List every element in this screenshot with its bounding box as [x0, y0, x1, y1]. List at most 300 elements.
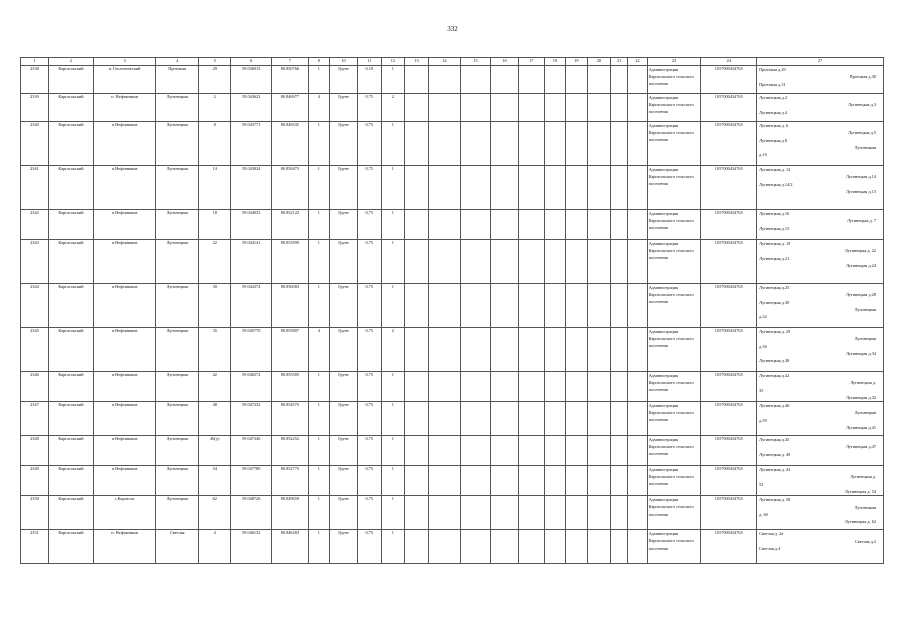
- cell-c12: 2: [381, 328, 405, 372]
- cell-lat: 59.043623: [231, 94, 272, 122]
- cell-empty: [544, 284, 565, 328]
- cell-empty: [428, 122, 460, 166]
- cell-served-addresses: [757, 240, 884, 284]
- column-number-cell: 6: [231, 58, 272, 66]
- cell-empty: [405, 66, 429, 94]
- cell-empty: [460, 402, 490, 436]
- address-line: Лугинецкая: [854, 410, 876, 416]
- cell-street: Лугинецкая: [156, 284, 199, 328]
- cell-c12: 1: [381, 240, 405, 284]
- cell-ogrn: 1057000434765: [701, 402, 757, 436]
- cell-empty: [611, 496, 628, 530]
- cell-ogrn: 1057000434765: [701, 436, 757, 466]
- cell-served-addresses: [757, 328, 884, 372]
- cell-locality: п.Нефтяников: [93, 372, 155, 402]
- cell-count: 1: [308, 210, 329, 240]
- column-number-cell: 23: [647, 58, 701, 66]
- cell-count: 1: [308, 402, 329, 436]
- cell-lat: 59.048726: [231, 496, 272, 530]
- column-number-cell: 4: [156, 58, 199, 66]
- cell-c12: 1: [381, 166, 405, 210]
- cell-empty: [628, 66, 647, 94]
- cell-area: 0,75: [357, 166, 381, 210]
- cell-empty: [628, 328, 647, 372]
- cell-lat: 59.044141: [231, 240, 272, 284]
- column-number-cell: 5: [199, 58, 231, 66]
- cell-empty: [460, 530, 490, 564]
- cell-area: 0.75: [357, 328, 381, 372]
- cell-empty: [611, 284, 628, 328]
- cell-empty: [566, 436, 587, 466]
- cell-locality: п.Нефтяников: [93, 240, 155, 284]
- cell-area: 0.75: [357, 94, 381, 122]
- cell-empty: [428, 530, 460, 564]
- cell-n: 2344: [21, 284, 49, 328]
- cell-lat: 59.047780: [231, 466, 272, 496]
- column-number-cell: 17: [518, 58, 544, 66]
- cell-locality: п. Геологический: [93, 66, 155, 94]
- cell-n: 2350: [21, 496, 49, 530]
- column-number-cell: 8: [308, 58, 329, 66]
- cell-count: 1: [308, 240, 329, 284]
- cell-empty: [587, 210, 611, 240]
- cell-empty: [405, 372, 429, 402]
- cell-surface: Грунт: [330, 372, 358, 402]
- cell-empty: [587, 328, 611, 372]
- cell-lat: 59.043824: [231, 166, 272, 210]
- cell-empty: [587, 372, 611, 402]
- cell-organization: Администрация Каргасокского сельского поселения: [647, 530, 701, 564]
- cell-area: 0.75: [357, 372, 381, 402]
- cell-empty: [428, 94, 460, 122]
- cell-served-addresses: [757, 496, 884, 530]
- cell-empty: [611, 210, 628, 240]
- cell-empty: [587, 496, 611, 530]
- cell-empty: [544, 372, 565, 402]
- cell-empty: [491, 466, 519, 496]
- cell-empty: [460, 66, 490, 94]
- cell-empty: [628, 436, 647, 466]
- cell-empty: [587, 122, 611, 166]
- address-line: Лугинецкая: [854, 144, 876, 150]
- cell-served-addresses: [757, 530, 884, 564]
- cell-empty: [518, 402, 544, 436]
- table-row: [21, 402, 884, 436]
- cell-empty: [428, 240, 460, 284]
- column-number-cell: 7: [272, 58, 308, 66]
- cell-c12: 1: [381, 122, 405, 166]
- cell-c12: 2: [381, 94, 405, 122]
- cell-empty: [460, 122, 490, 166]
- cell-empty: [491, 66, 519, 94]
- column-number-cell: 15: [460, 58, 490, 66]
- cell-empty: [518, 372, 544, 402]
- cell-empty: [566, 402, 587, 436]
- cell-surface: Грунт: [330, 328, 358, 372]
- cell-served-addresses: [757, 66, 884, 94]
- cell-empty: [518, 210, 544, 240]
- cell-street: Светлая: [156, 530, 199, 564]
- cell-empty: [428, 372, 460, 402]
- cell-empty: [405, 466, 429, 496]
- cell-district: Каргасокский: [48, 496, 93, 530]
- cell-house: 35: [199, 328, 231, 372]
- cell-area: 0.75: [357, 402, 381, 436]
- cell-lon: 80.856083: [272, 284, 308, 328]
- cell-surface: Грунт: [330, 436, 358, 466]
- cell-ogrn: 1057000434765: [701, 372, 757, 402]
- address-line: Лугинецкая д. 7: [847, 218, 876, 224]
- cell-surface: Грунт: [330, 530, 358, 564]
- cell-empty: [566, 240, 587, 284]
- address-line: Проезжая д.31: [759, 81, 786, 87]
- cell-locality: п.Нефтяников: [93, 122, 155, 166]
- cell-locality: с.Каргасок: [93, 496, 155, 530]
- cell-empty: [460, 496, 490, 530]
- cell-empty: [428, 166, 460, 210]
- cell-empty: [611, 372, 628, 402]
- cell-district: Каргасокский: [48, 166, 93, 210]
- cell-ogrn: 1057000434765: [701, 496, 757, 530]
- cell-area: 0.75: [357, 496, 381, 530]
- cell-empty: [611, 166, 628, 210]
- table-row: [21, 66, 884, 94]
- cell-house: 14: [199, 166, 231, 210]
- cell-empty: [460, 466, 490, 496]
- cell-empty: [405, 496, 429, 530]
- table-body: [21, 58, 884, 564]
- cell-street: Лугинецкая: [156, 210, 199, 240]
- cell-empty: [566, 466, 587, 496]
- column-number-cell: 11: [357, 58, 381, 66]
- cell-surface: Грунт: [330, 210, 358, 240]
- cell-empty: [628, 122, 647, 166]
- address-line: Лугинецкая д.3: [848, 102, 876, 108]
- cell-organization: Администрация Каргасокского сельского поселения: [647, 284, 701, 328]
- column-number-cell: 13: [405, 58, 429, 66]
- cell-empty: [628, 402, 647, 436]
- address-line: Лугинецкая д.38: [759, 358, 790, 364]
- cell-empty: [544, 328, 565, 372]
- cell-house: 18: [199, 210, 231, 240]
- cell-area: 0,75: [357, 210, 381, 240]
- address-line: Лугинецкая д. 49: [759, 451, 791, 457]
- cell-empty: [491, 166, 519, 210]
- cell-house: 8: [199, 122, 231, 166]
- column-number-cell: 22: [628, 58, 647, 66]
- address-line: Лугинецкая д.15: [759, 225, 790, 231]
- address-line: Лугинецкая: [854, 306, 876, 312]
- cell-empty: [544, 530, 565, 564]
- cell-empty: [628, 284, 647, 328]
- cell-surface: Грунт: [330, 284, 358, 328]
- cell-n: 2349: [21, 466, 49, 496]
- cell-district: Каргасокский: [48, 122, 93, 166]
- address-line: Лугинецкая д.46: [759, 403, 790, 409]
- cell-surface: Грунт: [330, 466, 358, 496]
- table-row: [21, 496, 884, 530]
- cell-empty: [628, 240, 647, 284]
- cell-n: 2343: [21, 240, 49, 284]
- cell-empty: [405, 240, 429, 284]
- cell-area: 0.75: [357, 122, 381, 166]
- cell-n: 2348: [21, 436, 49, 466]
- address-line: 35: [759, 387, 764, 393]
- cell-surface: Грунт: [330, 166, 358, 210]
- cell-organization: Администрация Каргасокского сельского поселения: [647, 466, 701, 496]
- cell-empty: [405, 402, 429, 436]
- address-line: Светлая д. 2а: [759, 531, 784, 537]
- cell-house: 54: [199, 466, 231, 496]
- cell-ogrn: 1057000434765: [701, 122, 757, 166]
- cell-district: Каргасокский: [48, 530, 93, 564]
- cell-surface: Грунт: [330, 122, 358, 166]
- cell-surface: Грунт: [330, 496, 358, 530]
- cell-n: 2345: [21, 328, 49, 372]
- cell-count: 1: [308, 436, 329, 466]
- cell-empty: [491, 284, 519, 328]
- cell-organization: Администрация Каргасокского сельского поселения: [647, 328, 701, 372]
- column-number-cell: 18: [544, 58, 565, 66]
- cell-empty: [405, 94, 429, 122]
- address-line: Лугинецкая д. 43: [759, 467, 791, 473]
- cell-empty: [566, 66, 587, 94]
- cell-empty: [628, 530, 647, 564]
- cell-c12: 1: [381, 496, 405, 530]
- cell-empty: [587, 240, 611, 284]
- cell-empty: [566, 328, 587, 372]
- address-line: Лугинецкая д.: [850, 474, 876, 480]
- cell-district: Каргасокский: [48, 94, 93, 122]
- address-line: Лугинецкая д.16: [759, 211, 790, 216]
- cell-empty: [518, 466, 544, 496]
- cell-n: 2339: [21, 94, 49, 122]
- cell-c12: 1: [381, 530, 405, 564]
- address-line: Лугинецкая д. 22: [844, 248, 876, 254]
- cell-street: Лугинецкая: [156, 466, 199, 496]
- cell-count: 1: [308, 284, 329, 328]
- cell-organization: Администрация Каргасокского сельского поселения: [647, 166, 701, 210]
- cell-empty: [566, 496, 587, 530]
- cell-empty: [611, 402, 628, 436]
- cell-n: 2346: [21, 372, 49, 402]
- cell-empty: [587, 284, 611, 328]
- cell-ogrn: 1057000434765: [701, 166, 757, 210]
- cell-empty: [587, 94, 611, 122]
- cell-lon: 80.850473: [272, 166, 308, 210]
- cell-district: Каргасокский: [48, 284, 93, 328]
- cell-locality: п.Нефтяников: [93, 436, 155, 466]
- cell-lon: 80.854575: [272, 402, 308, 436]
- address-line: Лугинецкая д. 62: [844, 519, 876, 525]
- cell-count: 1: [308, 530, 329, 564]
- cell-empty: [611, 240, 628, 284]
- cell-empty: [491, 372, 519, 402]
- cell-district: Каргасокский: [48, 436, 93, 466]
- cell-lon: 80.855585: [272, 372, 308, 402]
- address-line: Лугинецкая д. 29: [759, 329, 791, 334]
- cell-organization: Администрация Каргасокского сельского поселения: [647, 436, 701, 466]
- cell-empty: [460, 166, 490, 210]
- table-row: [21, 94, 884, 122]
- cell-empty: [460, 328, 490, 372]
- registry-table: [20, 57, 884, 564]
- cell-empty: [587, 436, 611, 466]
- cell-organization: Администрация Каргасокского сельского поселения: [647, 402, 701, 436]
- cell-ogrn: 1057000434765: [701, 328, 757, 372]
- address-line: Лугинецкая д. 54: [844, 489, 876, 495]
- cell-empty: [405, 284, 429, 328]
- address-line: Проезжая д.29: [759, 67, 786, 72]
- address-line: Лугинецкая д.41: [845, 425, 876, 431]
- address-line: Лугинецкая д.13: [845, 188, 876, 194]
- cell-lon: 80.852122: [272, 210, 308, 240]
- cell-empty: [491, 496, 519, 530]
- cell-street: Лугинецкая: [156, 240, 199, 284]
- cell-district: Каргасокский: [48, 210, 93, 240]
- cell-lat: 59.044033: [231, 210, 272, 240]
- cell-lat: 59.046132: [231, 530, 272, 564]
- cell-n: 2351: [21, 530, 49, 564]
- cell-lat: 59.043771: [231, 122, 272, 166]
- column-number-cell: 2: [48, 58, 93, 66]
- address-line: Лугинецкая: [854, 336, 876, 342]
- cell-n: 2341: [21, 166, 49, 210]
- cell-empty: [518, 284, 544, 328]
- address-line: Лугинецкая д.30: [759, 299, 790, 305]
- cell-lon: 80.846977: [272, 94, 308, 122]
- cell-street: Лугинецкая: [156, 94, 199, 122]
- cell-empty: [460, 372, 490, 402]
- cell-empty: [491, 240, 519, 284]
- cell-empty: [428, 328, 460, 372]
- cell-empty: [460, 240, 490, 284]
- cell-empty: [628, 94, 647, 122]
- cell-lat: 59.046572: [231, 372, 272, 402]
- cell-served-addresses: [757, 166, 884, 210]
- cell-ogrn: 1057000434765: [701, 94, 757, 122]
- cell-served-addresses: [757, 372, 884, 402]
- cell-empty: [611, 328, 628, 372]
- cell-lat: 59.044374: [231, 284, 272, 328]
- cell-empty: [491, 94, 519, 122]
- cell-house: 48: [199, 402, 231, 436]
- address-line: Лугинецкая д.2: [759, 95, 788, 100]
- cell-n: 2340: [21, 122, 49, 166]
- cell-area: 0.75: [357, 466, 381, 496]
- cell-empty: [611, 122, 628, 166]
- cell-locality: п.Нефтяников: [93, 284, 155, 328]
- cell-empty: [611, 530, 628, 564]
- cell-ogrn: 1057000434765: [701, 240, 757, 284]
- cell-empty: [544, 166, 565, 210]
- cell-empty: [428, 436, 460, 466]
- cell-empty: [491, 328, 519, 372]
- cell-count: 4: [308, 94, 329, 122]
- address-line: Лугинецкая д.28: [845, 292, 876, 298]
- cell-empty: [518, 496, 544, 530]
- cell-empty: [611, 436, 628, 466]
- cell-empty: [566, 284, 587, 328]
- address-line: Лугинецкая д.14: [845, 174, 876, 180]
- address-line: Лугинецкая д.45: [759, 437, 790, 443]
- cell-count: 1: [308, 66, 329, 94]
- cell-empty: [587, 66, 611, 94]
- cell-organization: Администрация Каргасокского сельского поселения: [647, 66, 701, 94]
- cell-empty: [405, 210, 429, 240]
- cell-empty: [544, 94, 565, 122]
- cell-served-addresses: [757, 436, 884, 466]
- cell-locality: п. Нефтяников: [93, 530, 155, 564]
- cell-ogrn: 1057000434765: [701, 466, 757, 496]
- cell-empty: [518, 436, 544, 466]
- table-row: [21, 466, 884, 496]
- cell-c12: 1: [381, 372, 405, 402]
- cell-ogrn: 1057000434765: [701, 66, 757, 94]
- column-number-cell: 1: [21, 58, 49, 66]
- cell-lat: 59.036915: [231, 66, 272, 94]
- cell-empty: [428, 210, 460, 240]
- cell-empty: [587, 402, 611, 436]
- cell-empty: [405, 436, 429, 466]
- cell-empty: [628, 466, 647, 496]
- cell-street: Лугинецкая: [156, 496, 199, 530]
- table-row: [21, 210, 884, 240]
- cell-organization: Администрация Каргасокского сельского поселения: [647, 94, 701, 122]
- cell-empty: [460, 284, 490, 328]
- address-line: Лугинецкая д.21: [759, 255, 790, 261]
- cell-district: Каргасокский: [48, 402, 93, 436]
- cell-lon: 80.849659: [272, 496, 308, 530]
- cell-empty: [428, 66, 460, 94]
- cell-lon: 80.853599: [272, 240, 308, 284]
- cell-empty: [405, 166, 429, 210]
- cell-street: Проезжая: [156, 66, 199, 94]
- cell-count: 1: [308, 496, 329, 530]
- cell-c12: 1: [381, 436, 405, 466]
- cell-organization: Администрация Каргасокского сельского поселения: [647, 372, 701, 402]
- address-line: Лугинецкая д. 12: [759, 167, 791, 172]
- cell-empty: [566, 530, 587, 564]
- cell-area: 0.75: [357, 530, 381, 564]
- cell-street: Лугинецкая: [156, 122, 199, 166]
- cell-empty: [628, 496, 647, 530]
- cell-empty: [518, 530, 544, 564]
- cell-district: Каргасокский: [48, 66, 93, 94]
- cell-house: 22: [199, 240, 231, 284]
- cell-house: 42: [199, 372, 231, 402]
- cell-empty: [460, 436, 490, 466]
- column-number-cell: 14: [428, 58, 460, 66]
- cell-empty: [491, 436, 519, 466]
- cell-n: 2342: [21, 210, 49, 240]
- cell-house: 2: [199, 94, 231, 122]
- address-line: д.10: [759, 152, 767, 158]
- table-row: [21, 122, 884, 166]
- cell-lat: 59.045770: [231, 328, 272, 372]
- address-line: Лугинецкая д. 19: [759, 241, 791, 246]
- column-number-cell: 16: [491, 58, 519, 66]
- address-line: Светлая д.2: [854, 538, 876, 544]
- cell-empty: [628, 372, 647, 402]
- cell-empty: [544, 466, 565, 496]
- cell-empty: [428, 496, 460, 530]
- cell-empty: [518, 166, 544, 210]
- cell-area: 0.75: [357, 240, 381, 284]
- cell-lon: 80.848335: [272, 122, 308, 166]
- cell-lat: 59.047232: [231, 402, 272, 436]
- cell-empty: [491, 210, 519, 240]
